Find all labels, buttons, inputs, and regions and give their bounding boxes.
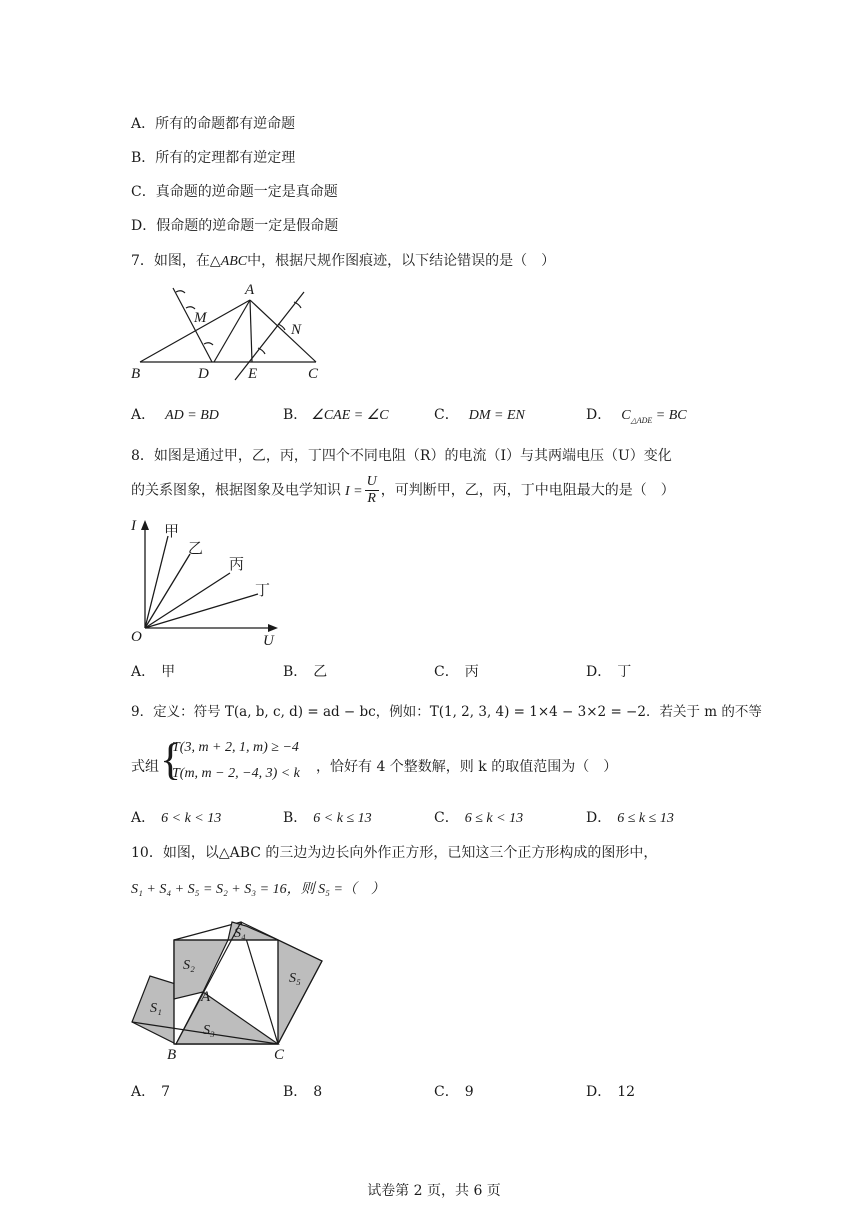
- q10-squares-figure: [128, 918, 328, 1066]
- q8-formula-denominator: R: [367, 491, 376, 506]
- q10-label-s5: S₅: [289, 971, 301, 986]
- q9-option-a-math: 6 < k < 13: [161, 811, 222, 826]
- q9-stem-line2-suffix: ，恰好有 4 个整数解，则 k 的取值范围为（ ）: [316, 759, 618, 775]
- q8-option-a-text: 甲: [161, 664, 176, 680]
- q8-option-b: [283, 661, 327, 681]
- q10-option-c-letter: C．: [434, 1084, 459, 1100]
- q8-option-d-letter: D．: [586, 664, 612, 680]
- q10-option-d-text: 12: [617, 1084, 636, 1100]
- q10-stem-line1: 10．如图，以△ABC 的三边为边长向外作正方形，已知这三个正方形构成的图形中，: [131, 845, 658, 861]
- q8-line-bing: [145, 573, 230, 628]
- q7-option-b-math: ∠CAE = ∠C: [311, 408, 389, 423]
- q8-stem-line1: 8．如图是通过甲，乙，丙，丁四个不同电阻（R）的电流（I）与其两端电压（U）变化: [131, 448, 672, 464]
- q7-label-c: C: [308, 366, 319, 382]
- q10-option-d-letter: D．: [586, 1084, 612, 1100]
- q9-option-a: [131, 807, 221, 827]
- q8-label-u: U: [263, 633, 274, 648]
- q10-option-b-letter: B．: [283, 1084, 308, 1100]
- q10-label-s2: S₂: [183, 958, 195, 973]
- q10-option-c-text: 9: [464, 1084, 474, 1100]
- q7-option-c-letter: C．: [434, 407, 459, 423]
- q7-segment-ad: [214, 300, 250, 362]
- q7-option-b-letter: B．: [283, 407, 308, 423]
- q8-line-jia: [145, 536, 168, 628]
- q8-arrow-i: [141, 520, 149, 530]
- q6-option-b: B．所有的定理都有逆定理: [131, 150, 296, 166]
- q7-label-b: B: [131, 366, 141, 382]
- q9-option-b-letter: B．: [283, 810, 308, 826]
- q8-label-o: O: [131, 629, 142, 645]
- q9-stem-line1: 9．定义：符号 T(a, b, c, d) = ad − bc，例如：T(1, 2, 3, 4) = 1×4 − 3×2 = −2．若关于 m 的不等: [131, 704, 762, 720]
- page-footer: 试卷第 2 页，共 6 页: [367, 1183, 501, 1199]
- q7-arc-mark-6: [258, 348, 265, 354]
- q8-label-bing: 丙: [229, 555, 245, 573]
- q10-option-b: [283, 1081, 322, 1101]
- q7-arc-mark-2: [186, 307, 195, 309]
- q8-stem-line2: [131, 474, 675, 507]
- q10-option-b-text: 8: [313, 1084, 323, 1100]
- q8-formula-fraction: [365, 474, 379, 507]
- q10-label-s4: S₄: [234, 926, 246, 941]
- q7-side-ac: [250, 300, 316, 362]
- q6-option-a: A．所有的命题都有逆命题: [131, 116, 296, 132]
- q9-option-d-math: 6 ≤ k ≤ 13: [617, 811, 674, 826]
- q8-option-c: [434, 661, 479, 681]
- q9-option-c: [434, 807, 523, 827]
- q8-option-d: [586, 661, 631, 681]
- q7-label-m: M: [194, 310, 207, 326]
- q10-label-c: C: [274, 1047, 285, 1063]
- q8-iu-graph: [128, 516, 288, 648]
- q9-system-brace: {: [160, 735, 182, 784]
- q10-label-s1: S₁: [150, 1001, 162, 1016]
- q10-label-b: B: [167, 1047, 177, 1063]
- q7-option-a-letter: A．: [131, 407, 156, 423]
- q10-option-c: [434, 1081, 474, 1101]
- q10-option-d: [586, 1081, 635, 1101]
- q8-option-a-letter: A．: [131, 664, 156, 680]
- q10-option-a: [131, 1081, 170, 1101]
- q7-option-d-math: C: [621, 408, 631, 423]
- q9-option-a-letter: A．: [131, 810, 156, 826]
- q7-label-e: E: [248, 366, 258, 382]
- q7-arc-mark-4: [294, 302, 301, 308]
- q9-option-c-letter: C．: [434, 810, 459, 826]
- q10-stem-line2: S₁ + S₄ + S₅ = S₂ + S₃ = 16，则 S₅ =（ ）: [131, 882, 385, 897]
- q7-option-d-sub: △ADE: [630, 415, 653, 425]
- q7-arc-mark-1: [176, 291, 185, 293]
- q9-option-d-letter: D．: [586, 810, 612, 826]
- q8-option-b-letter: B．: [283, 664, 308, 680]
- q8-stem-line2-suffix: ，可判断甲，乙，丙，丁中电阻最大的是（ ）: [380, 482, 675, 499]
- q7-option-c: [434, 404, 525, 424]
- q7-stem-suffix: 中，根据尺规作图痕迹，以下结论错误的是（ ）: [247, 253, 556, 269]
- q6-option-c: C．真命题的逆命题一定是真命题: [131, 184, 338, 200]
- q6-option-d: D．假命题的逆命题一定是假命题: [131, 218, 339, 234]
- q8-stem-line2-prefix: 的关系图象，根据图象及电学知识: [131, 482, 341, 499]
- q7-option-a-math: AD = BD: [165, 408, 219, 423]
- q10-region-s5: [278, 940, 322, 1044]
- q8-label-ding: 丁: [255, 581, 271, 599]
- q7-label-d: D: [198, 366, 209, 382]
- q7-segment-ae: [250, 300, 252, 362]
- q10-option-a-letter: A．: [131, 1084, 156, 1100]
- q8-option-c-text: 丙: [464, 664, 479, 680]
- q9-system-row2: T(m, m − 2, −4, 3) < k: [172, 766, 300, 781]
- q7-stem: [131, 250, 555, 270]
- q7-option-d-letter: D．: [586, 407, 612, 423]
- q7-option-d-math2: = BC: [652, 408, 687, 423]
- q9-system-row1: T(3, m + 2, 1, m) ≥ −4: [172, 740, 299, 755]
- q9-option-b: [283, 807, 372, 827]
- q8-label-i: I: [131, 518, 136, 534]
- q7-option-a: [131, 404, 219, 424]
- q7-option-b: [283, 404, 389, 424]
- q9-stem-line2-prefix: 式组: [131, 759, 159, 775]
- q10-option-a-text: 7: [161, 1084, 171, 1100]
- q10-label-a: A: [201, 989, 211, 1005]
- q7-label-n: N: [291, 322, 302, 338]
- q7-triangle-figure: [128, 280, 328, 385]
- q9-option-b-math: 6 < k ≤ 13: [313, 811, 372, 826]
- q8-option-b-text: 乙: [313, 664, 328, 680]
- q7-stem-prefix: 7．如图，在△: [131, 253, 221, 269]
- q10-label-s3: S₃: [203, 1023, 215, 1038]
- q7-option-c-math: DM = EN: [468, 408, 525, 423]
- q8-formula-numerator: U: [366, 474, 377, 489]
- q7-option-d: [586, 404, 687, 425]
- q8-arrow-u: [268, 624, 278, 632]
- q9-option-d: [586, 807, 674, 827]
- q8-option-c-letter: C．: [434, 664, 459, 680]
- q8-option-a: [131, 661, 175, 681]
- q7-stem-math: ABC: [220, 254, 248, 269]
- q8-label-yi: 乙: [188, 539, 204, 557]
- q7-label-a: A: [245, 282, 255, 298]
- q8-label-jia: 甲: [164, 522, 180, 540]
- q8-option-d-text: 丁: [617, 664, 632, 680]
- q7-arc-mark-3: [204, 343, 213, 345]
- q9-option-c-math: 6 ≤ k < 13: [464, 811, 524, 826]
- q8-formula-lhs: I =: [345, 483, 363, 499]
